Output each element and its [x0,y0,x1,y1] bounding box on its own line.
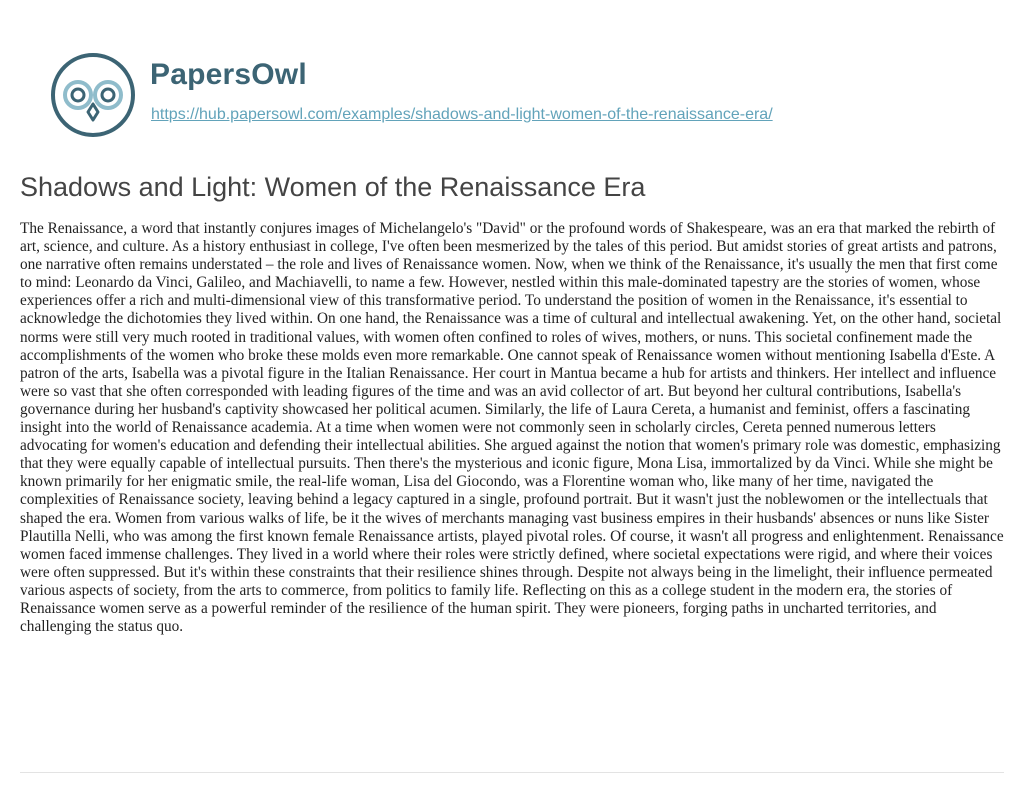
site-header [50,38,990,138]
page-title: Shadows and Light: Women of the Renaissance Era [20,172,646,202]
essay-body: The Renaissance, a word that instantly conjures images of Michelangelo's "David" or the profound words of Shakespeare, was an era that marked the rebirth of art, science, and culture. As a history enthusiast in college, I've often been mesmerized by the tales of this period. But amidst stories of great artists and patrons, one narrative often remains understated – the role and lives of Renaissance women. Now, when we think of the Renaissance, it's usually the men that first come to mind: Leonardo da Vinci, Galileo, and Machiavelli, to name a few. However, nestled within this male-dominated tapestry are the stories of women, whose experiences offer a rich and multi-dimensional view of this transformative period. To understand the position of women in the Renaissance, it's essential to acknowledge the dichotomies they lived within. On one hand, the Renaissance was a time of cultural and intellectual awakening. Yet, on the other hand, societal norms were still very much rooted in traditional values, with women often confined to roles of wives, mothers, or nuns. This societal confinement made the accomplishments of the women who broke these molds even more remarkable. One cannot speak of Renaissance women without mentioning Isabella d'Este. A patron of the arts, Isabella was a pivotal figure in the Italian Renaissance. Her court in Mantua became a hub for artists and thinkers. Her intellect and influence were so vast that she often corresponded with leading figures of the time and was an avid collector of art. But beyond her cultural contributions, Isabella's governance during her husband's captivity showcased her political acumen. Similarly, the life of Laura Cereta, a humanist and feminist, offers a fascinating insight into the world of Renaissance academia. At a time when women were not commonly seen in scholarly circles, Cereta penned numerous letters advocating for women's education and defending their intellectual abilities. She argued against the notion that women's primary role was domestic, emphasizing that they were equally capable of intellectual pursuits. Then there's the mysterious and iconic figure, Mona Lisa, immortalized by da Vinci. While she might be known primarily for her enigmatic smile, the real-life woman, Lisa del Giocondo, was a Florentine woman who, like many of her time, navigated the complexities of Renaissance society, leaving behind a legacy captured in a single, profound portrait. But it wasn't just the noblewomen or the intellectuals that shaped the era. Women from various walks of life, be it the wives of merchants managing vast business empires in their husbands' absences or nuns like Sister Plautilla Nelli, who was among the first known female Renaissance artists, played pivotal roles. Of course, it wasn't all progress and enlightenment. Renaissance women faced immense challenges. They lived in a world where their roles were strictly defined, where societal expectations were rigid, and where their voices were often suppressed. But it's within these constraints that their resilience shines through. Despite not always being in the limelight, their influence permeated various aspects of society, from the arts to commerce, from politics to family life. Reflecting on this as a college student in the modern era, the stories of Renaissance women serve as a powerful reminder of the resilience of the human spirit. They were pioneers, forging paths in uncharted territories, and challenging the status quo. [20,220,1004,636]
source-url-link[interactable]: https://hub.papersowl.com/examples/shadows-and-light-women-of-the-renaissance-era/ [151,106,773,123]
brand-name: PapersOwl [150,58,307,91]
bottom-divider [20,772,1004,773]
owl-eyes-icon [50,52,136,138]
